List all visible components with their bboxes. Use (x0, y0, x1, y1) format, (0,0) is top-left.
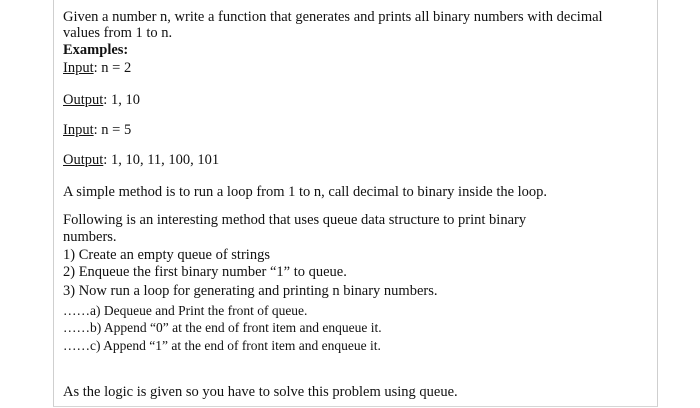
examples-heading: Examples: (63, 42, 129, 58)
substep-c: ……c) Append “1” at the end of front item and enqueue it. (63, 338, 381, 353)
example-label: Output (63, 152, 104, 168)
example-input-1: Input: n = 2 (63, 60, 132, 76)
problem-line-2: values from 1 to n. (63, 25, 173, 41)
queue-method-intro-2: numbers. (63, 229, 117, 245)
example-label: Input (63, 122, 94, 138)
problem-line-1: Given a number n, write a function that generates and prints all binary numbers with decimal (63, 9, 603, 25)
substep-b: ……b) Append “0” at the end of front item and enqueue it. (63, 320, 382, 335)
example-value: 1, 10, 11, 100, 101 (110, 152, 220, 168)
example-output-2: Output: 1, 10, 11, 100, 101 (63, 152, 220, 168)
example-value: n = 2 (101, 60, 132, 76)
step-1: 1) Create an empty queue of strings (63, 247, 270, 263)
substep-a: ……a) Dequeue and Print the front of queue. (63, 303, 308, 318)
queue-method-intro-1: Following is an interesting method that uses queue data structure to print binary (63, 212, 527, 228)
simple-method-text: A simple method is to run a loop from 1 to n, call decimal to binary inside the loop. (63, 184, 548, 200)
example-label: Input (63, 60, 94, 76)
example-value: 1, 10 (110, 92, 140, 108)
example-output-1: Output: 1, 10 (63, 92, 140, 108)
example-input-2: Input: n = 5 (63, 122, 132, 138)
example-label: Output (63, 92, 104, 108)
example-value: n = 5 (101, 122, 132, 138)
step-2: 2) Enqueue the first binary number “1” to queue. (63, 264, 347, 280)
closing-text: As the logic is given so you have to solve this problem using queue. (63, 384, 458, 400)
step-3: 3) Now run a loop for generating and printing n binary numbers. (63, 283, 438, 299)
